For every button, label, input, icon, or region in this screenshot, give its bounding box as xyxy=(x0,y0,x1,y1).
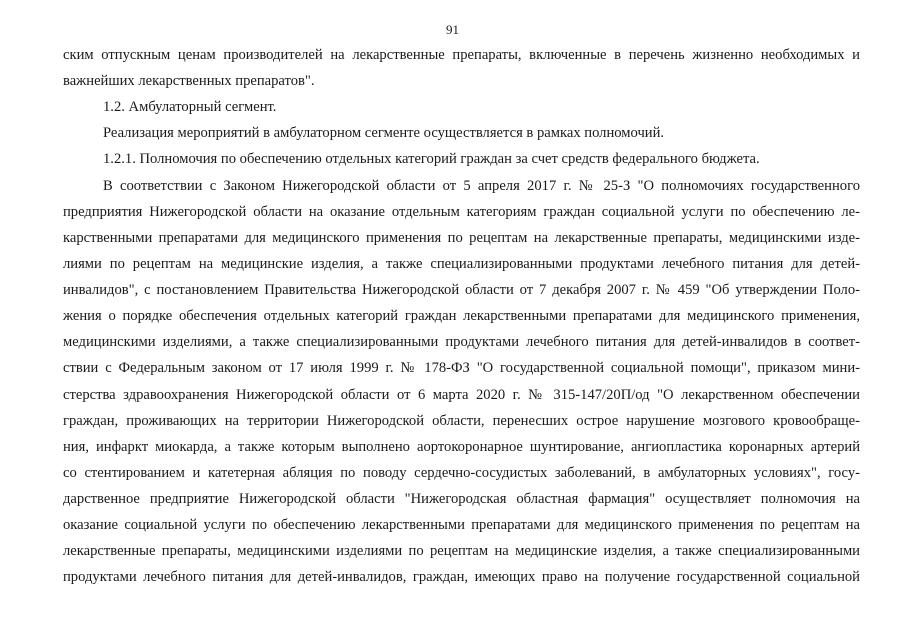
text-line: стерства здравоохранения Нижегородской области от 6 марта 2020 г. № 315-147/20П/од "О лекарственном обеспечении xyxy=(63,387,860,403)
text-line: ствии с Федеральным законом от 17 июля 1999 г. № 178-ФЗ "О государственной социальной помощи", приказом мини- xyxy=(63,360,860,376)
text-line: важнейших лекарственных препаратов". xyxy=(63,73,315,89)
text-line: лекарственные препараты, медицинскими изделиями по рецептам на медицинские изделия, а также специализированными xyxy=(63,543,860,559)
text-line: со стентированием и катетерная абляция по поводу сердечно-сосудистых заболеваний, в амбулаторных условиях", госу- xyxy=(63,465,860,481)
text-line: ния, инфаркт миокарда, а также которым выполнено аортокоронарное шунтирование, ангиопластика коронарных артерий xyxy=(63,439,860,455)
text-line: предприятия Нижегородской области на оказание отдельным категориям граждан социальной услуги по обеспечению ле- xyxy=(63,204,860,220)
text-line: ским отпускным ценам производителей на лекарственные препараты, включенные в перечень жизненно необходимых и xyxy=(63,47,860,63)
text-line: лиями по рецептам на медицинские изделия, а также специализированными продуктами лечебного питания для детей- xyxy=(63,256,860,272)
page-number: 91 xyxy=(446,22,459,37)
subsection-heading: 1.2.1. Полномочия по обеспечению отдельных категорий граждан за счет средств федерального бюджета. xyxy=(103,151,760,167)
text-line: медицинскими изделиями, а также специализированными продуктами лечебного питания для детей-инвалидов в соответ- xyxy=(63,334,860,350)
text-line: граждан, проживающих на территории Нижегородской области, перенесших острое нарушение мозгового кровообраще- xyxy=(63,413,860,429)
text-line: жения о порядке обеспечения отдельных категорий граждан лекарственными препаратами для медицинского применения, xyxy=(63,308,860,324)
text-line: В соответствии с Законом Нижегородской области от 5 апреля 2017 г. № 25-З "О полномочиях государственного xyxy=(103,178,860,194)
text-line: дарственное предприятие Нижегородской области "Нижегородская областная фармация" осуществляет полномочия на xyxy=(63,491,860,507)
text-line: карственными препаратами для медицинского применения по рецептам на лекарственные препараты, медицинскими изде- xyxy=(63,230,860,246)
section-heading: 1.2. Амбулаторный сегмент. xyxy=(103,99,277,115)
text-line: оказание социальной услуги по обеспечению лекарственными препаратами для медицинского применения по рецептам на xyxy=(63,517,860,533)
text-line: Реализация мероприятий в амбулаторном сегменте осуществляется в рамках полномочий. xyxy=(103,125,665,141)
text-line: продуктами лечебного питания для детей-инвалидов, граждан, имеющих право на получение государственной социальной xyxy=(63,569,860,585)
text-line: инвалидов", с постановлением Правительства Нижегородской области от 7 декабря 2007 г. № 459 "Об утверждении Поло- xyxy=(63,282,860,298)
